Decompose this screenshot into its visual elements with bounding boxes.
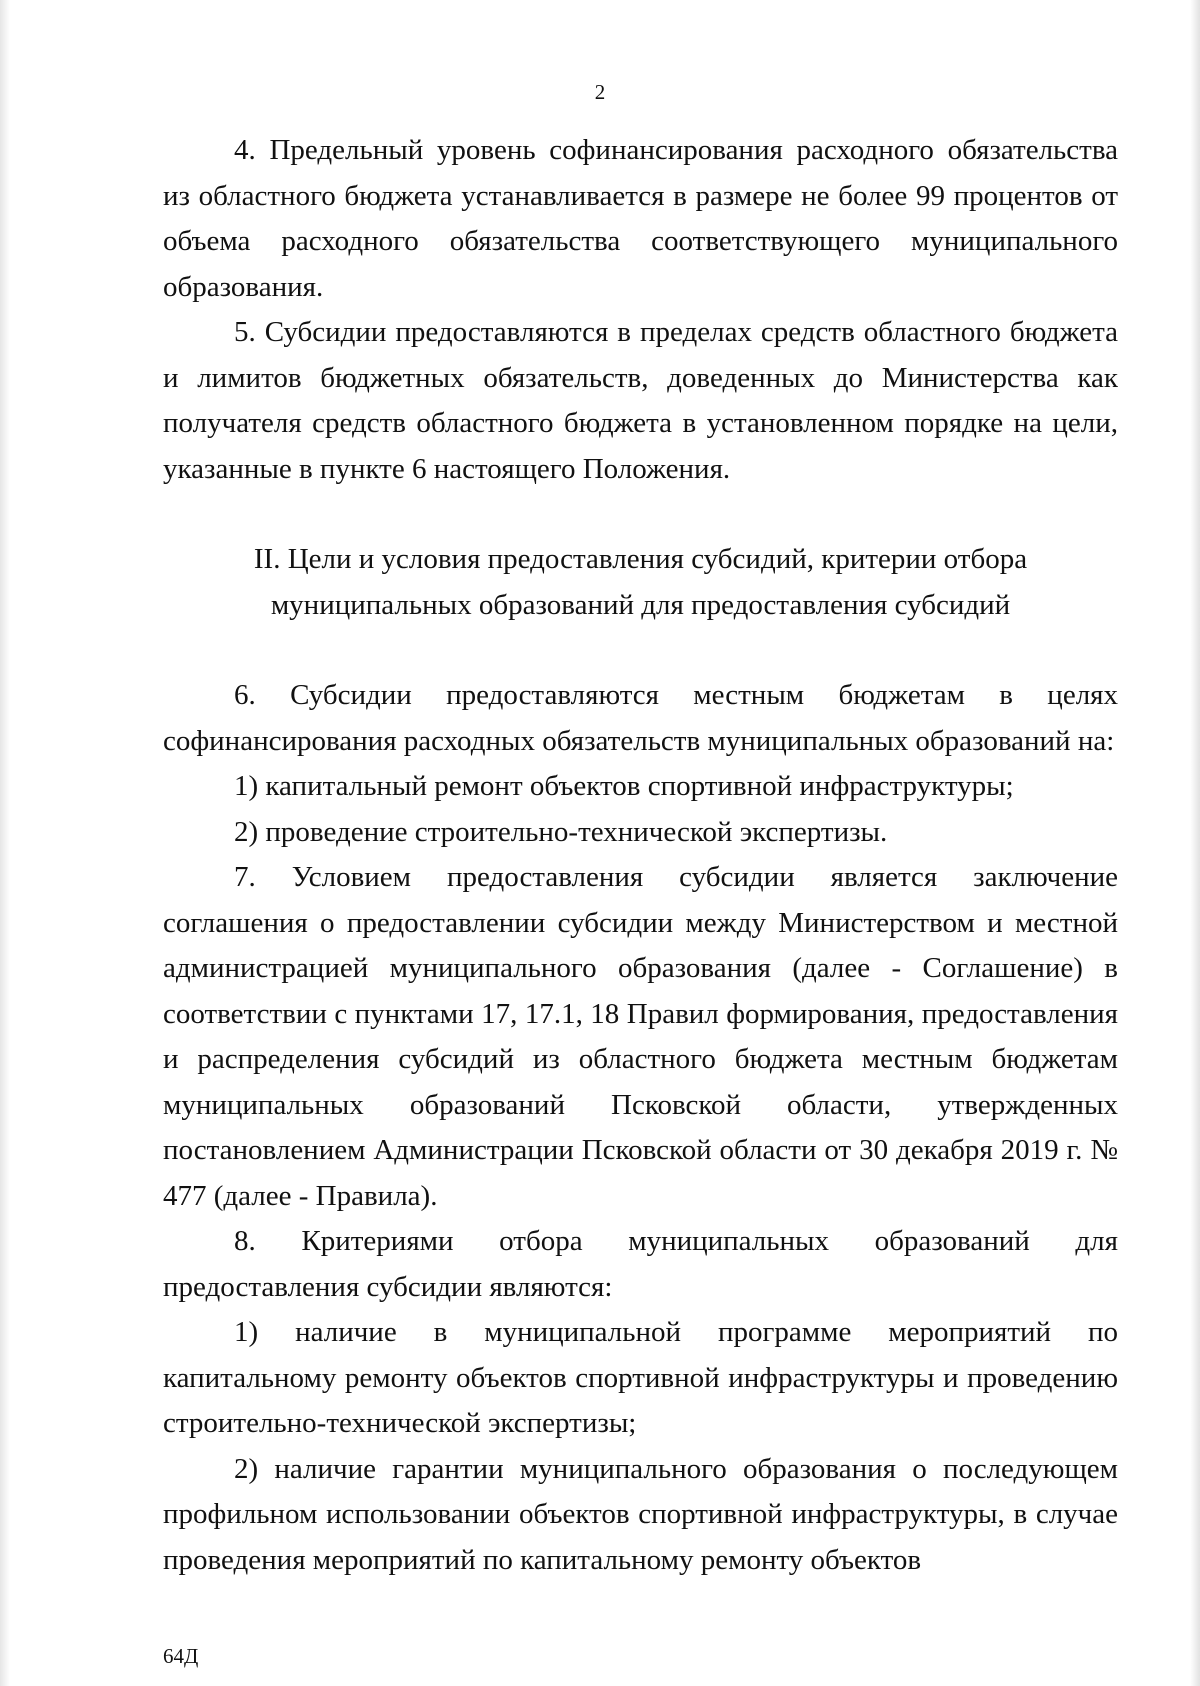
paragraph-4: 4. Предельный уровень софинансирования расходного обязательства из областного бюджета устанавливается в размере не более 99 процентов от объема расходного обязательства соответствующего муниципального образования. (163, 134, 1118, 303)
paragraph-6-item-2: 2) проведение строительно-технической экспертизы. (234, 815, 888, 848)
paragraph-8-item-2: 2) наличие гарантии муниципального образования о последующем профильном использовании объектов спортивной инфраструктуры, в случае проведения мероприятий по капитальному ремонту объектов (163, 1452, 1118, 1576)
scan-edge-right (1190, 0, 1200, 1686)
page-number: 2 (594, 80, 606, 104)
paragraph-8-item-1: 1) наличие в муниципальной программе мероприятий по капитальному ремонту объектов спортивной инфраструктуры и проведению строительно-технической экспертизы; (163, 1316, 1118, 1439)
paragraph-6-item-1: 1) капитальный ремонт объектов спортивной инфраструктуры; (234, 770, 1014, 802)
paragraph-6: 6. Субсидии предоставляются местным бюджетам в целях софинансирования расходных обязательств муниципальных образований на: (163, 679, 1118, 757)
spacer (163, 492, 1118, 537)
paragraph-7: 7. Условием предоставления субсидии является заключение соглашения о предоставлении субсидии между Министерством и местной администрацией муниципального образования (далее - Соглашение) в соответствии с пунктами 17, 17.1, 18 Правил формирования, предоставления и распределения субсидий из областного бюджета местным бюджетам муниципальных образований Псковской области, утвержденных постановлением Администрации Псковской области от 30 декабря 2019 г. № 477 (далее - Правила). (163, 861, 1118, 1212)
scan-edge-left (0, 0, 10, 1686)
spacer (163, 628, 1118, 673)
section-heading-line-2: муниципальных образований для предоставления субсидий (270, 588, 1011, 621)
footer-document-code: 64Д (163, 1644, 199, 1668)
paragraph-5: 5. Субсидии предоставляются в пределах средств областного бюджета и лимитов бюджетных обязательств, доведенных до Министерства как получателя средств областного бюджета в установленном порядке на цели, указанные в пункте 6 настоящего Положения. (163, 316, 1118, 485)
section-heading-line-1: II. Цели и условия предоставления субсидий, критерии отбора (253, 543, 1028, 575)
document-body (163, 128, 1118, 1583)
paragraph-8: 8. Критериями отбора муниципальных образований для предоставления субсидии являются: (163, 1225, 1118, 1303)
